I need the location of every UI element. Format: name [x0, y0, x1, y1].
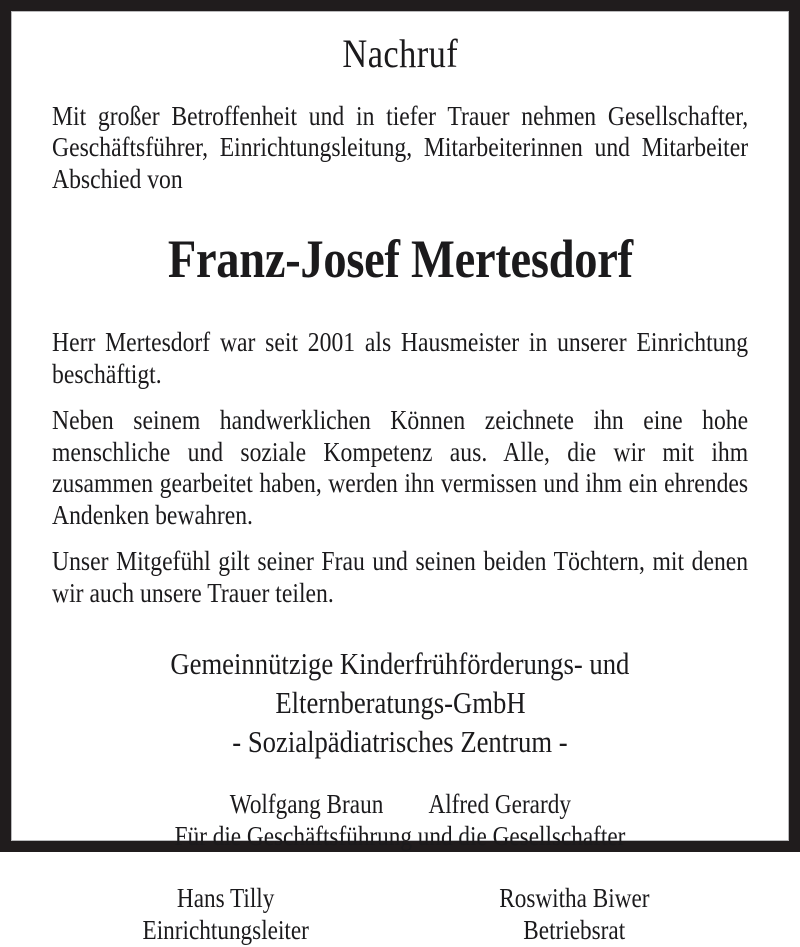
signatories-staff	[52, 883, 748, 947]
obituary-title	[52, 12, 748, 74]
organisation-block	[52, 644, 748, 761]
organisation-line-1-text: Gemeinnützige Kinderfrühförderungs- und	[170, 646, 630, 682]
signatory-facility-manager-role	[52, 915, 400, 947]
signatory-facility-manager-name-text: Hans Tilly	[177, 883, 275, 914]
frame-inner-rule	[11, 11, 789, 946]
obituary-title-text: Nachruf	[342, 31, 458, 76]
organisation-line-3	[52, 722, 748, 761]
signatories-management-role-text: Für die Geschäftsführung und die Gesellschafter	[174, 821, 626, 852]
intro-paragraph	[52, 100, 748, 194]
biography-paragraph	[52, 326, 748, 389]
signatory-works-council-role	[400, 915, 748, 947]
biography-paragraph-text: Herr Mertesdorf war seit 2001 als Hausmeister in unserer Einrichtung beschäftigt.	[52, 326, 749, 389]
tribute-paragraph	[52, 404, 748, 530]
condolence-paragraph-text: Unser Mitgefühl gilt seiner Frau und seinen beiden Töchtern, mit denen wir auch unsere Trauer teilen.	[52, 545, 749, 608]
signatories-management-role	[52, 821, 748, 853]
tribute-paragraph-text: Neben seinem handwerklichen Können zeichnete ihn eine hohe menschliche und soziale Kompetenz aus. Alle, die wir mit ihm zusammen gearbeitet haben, werden ihn vermissen und ihm ein ehrendes Andenken bewahren.	[52, 404, 749, 530]
organisation-line-3-text: - Sozialpädiatrisches Zentrum -	[232, 724, 568, 760]
deceased-name-text: Franz-Josef Mertesdorf	[167, 229, 633, 290]
signatories-management-names	[52, 789, 748, 821]
signatory-works-council-name-text: Roswitha Biwer	[498, 883, 650, 914]
organisation-line-2-text: Elternberatungs-GmbH	[274, 685, 526, 721]
signatory-facility-manager	[52, 883, 400, 947]
signatories-management	[52, 789, 748, 853]
signatory-works-council-role-text: Betriebsrat	[523, 915, 625, 946]
intro-paragraph-text: Mit großer Betroffenheit und in tiefer Trauer nehmen Gesellschafter, Geschäftsführer, Einrichtungsleitung, Mitarbeiterinnen und Mitarbeiter Abschied von	[52, 100, 749, 194]
deceased-name	[52, 229, 748, 290]
organisation-line-1	[52, 644, 748, 683]
signatories-management-names-text: Wolfgang Braun Alfred Gerardy	[229, 789, 571, 820]
signatory-facility-manager-role-text: Einrichtungsleiter	[142, 915, 310, 946]
condolence-paragraph	[52, 545, 748, 608]
signatory-facility-manager-name	[52, 883, 400, 915]
signatory-works-council-name	[400, 883, 748, 915]
obituary-content	[12, 12, 788, 946]
organisation-line-2	[52, 683, 748, 722]
signatory-works-council	[400, 883, 748, 947]
